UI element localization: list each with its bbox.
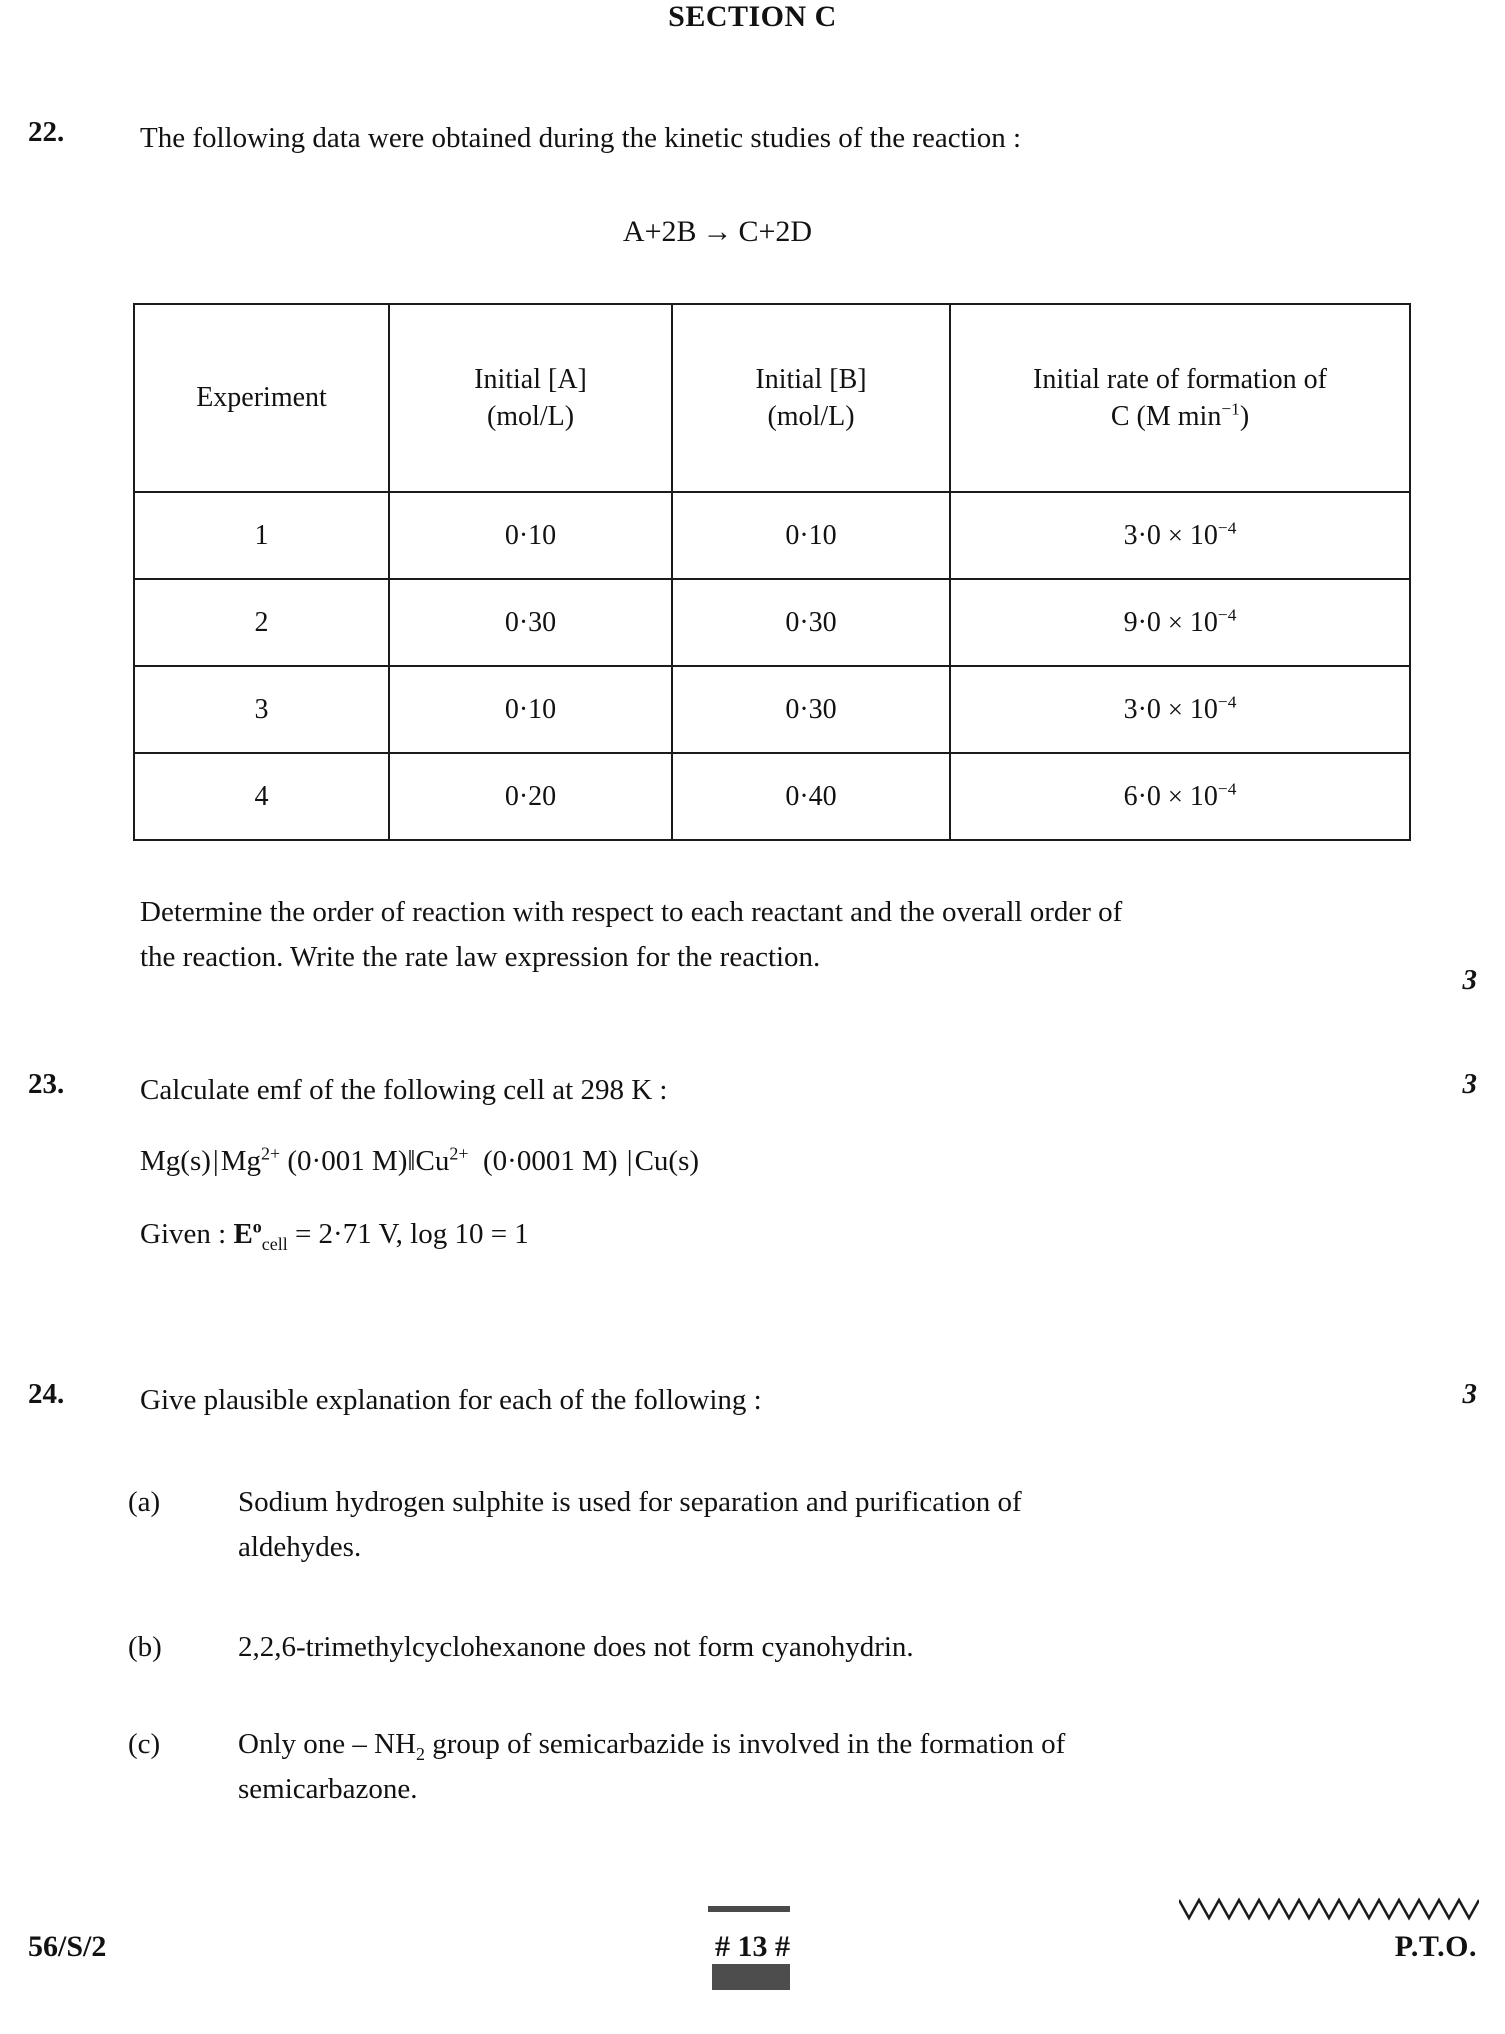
salt-bridge-icon: ‖ — [407, 1145, 416, 1177]
multiplication-icon: × — [1167, 606, 1183, 637]
cell-initial-a: 0·20 — [389, 753, 672, 840]
column-header-initial-a — [389, 304, 672, 492]
amine-subscript: 2 — [416, 1743, 425, 1764]
rate-exponent: −4 — [1217, 779, 1237, 799]
footer-page-marker: # 13 # — [715, 1930, 790, 1963]
rate-base: 10 — [1189, 519, 1218, 551]
cell-initial-b: 0·30 — [672, 579, 950, 666]
rate-base: 10 — [1189, 693, 1218, 725]
sub-item-b — [128, 1625, 1138, 1670]
page-marker-block — [712, 1964, 790, 1990]
cell-initial-rate — [950, 666, 1410, 753]
table-header-row — [134, 304, 1410, 492]
table-row — [134, 753, 1410, 840]
footer-pto: P.T.O. — [1394, 1930, 1477, 1963]
emf-standard-superscript: o — [252, 1216, 262, 1237]
rate-exponent: −4 — [1217, 518, 1237, 538]
multiplication-icon: × — [1167, 693, 1183, 724]
cell-anode-concentration: (0·001 M) — [287, 1145, 408, 1177]
rate-base: 10 — [1189, 780, 1218, 812]
given-value: = 2·71 V, log 10 = 1 — [287, 1218, 529, 1250]
cell-anode: Mg(s) — [140, 1145, 211, 1177]
given-values — [140, 1216, 1140, 1254]
cell-initial-a: 0·10 — [389, 492, 672, 579]
rate-unit-post: ) — [1239, 401, 1250, 432]
question-number-24: 24. — [28, 1378, 65, 1410]
cell-initial-b: 0·40 — [672, 753, 950, 840]
section-heading: SECTION C — [668, 0, 837, 33]
emf-symbol: E — [233, 1218, 253, 1250]
sub-item-b-label: (b) — [128, 1631, 162, 1663]
cell-initial-a: 0·30 — [389, 579, 672, 666]
column-header-initial-b-line1: Initial [B] — [755, 363, 867, 395]
sub-item-c-text-pre: Only one – NH — [238, 1728, 417, 1760]
column-header-initial-rate — [950, 304, 1410, 492]
cell-cathode-concentration: (0·0001 M) — [483, 1145, 618, 1177]
rate-base: 10 — [1189, 606, 1218, 638]
sub-item-a-label: (a) — [128, 1486, 161, 1518]
rate-mantissa: 9·0 — [1123, 606, 1161, 638]
cell-initial-b: 0·30 — [672, 666, 950, 753]
emf-cell-subscript: cell — [261, 1233, 288, 1254]
column-header-initial-a-line2: (mol/L) — [486, 401, 575, 432]
wave-decoration-icon — [1179, 1896, 1479, 1922]
cell-initial-rate — [950, 492, 1410, 579]
cell-experiment: 2 — [134, 579, 389, 666]
rate-exponent: −4 — [1217, 692, 1237, 712]
marks-question-24: 3 — [1462, 1378, 1477, 1410]
marks-question-23: 3 — [1462, 1068, 1477, 1100]
marks-question-22: 3 — [1462, 964, 1477, 996]
question-23-stem: Calculate emf of the following cell at 298 K : — [140, 1074, 668, 1106]
sub-item-c-text-post: group of semicarbazide is involved in the formation of semicarbazone. — [238, 1728, 1066, 1805]
sub-item-c-label: (c) — [128, 1728, 161, 1760]
column-header-initial-rate-line1: Initial rate of formation of — [1033, 363, 1327, 395]
cell-experiment: 3 — [134, 666, 389, 753]
table-row — [134, 579, 1410, 666]
rate-mantissa: 3·0 — [1123, 519, 1161, 551]
reaction-right: C+2D — [738, 215, 813, 248]
cell-initial-rate — [950, 579, 1410, 666]
rate-unit-pre: C (M min — [1110, 401, 1222, 432]
cell-initial-b: 0·10 — [672, 492, 950, 579]
cell-cathode: Cu(s) — [634, 1145, 700, 1177]
cell-cathode-ion: Cu — [415, 1145, 450, 1177]
phase-boundary-icon: | — [212, 1145, 219, 1177]
question-number-23: 23. — [28, 1068, 65, 1100]
cell-initial-a: 0·10 — [389, 666, 672, 753]
column-header-experiment-line1: Experiment — [196, 382, 327, 414]
sub-item-a-text: Sodium hydrogen sulphite is used for separation and purification of aldehydes. — [238, 1486, 1022, 1563]
cell-anode-charge: 2+ — [261, 1143, 281, 1164]
rate-mantissa: 6·0 — [1123, 780, 1161, 812]
reaction-arrow-icon: → — [702, 215, 733, 248]
rate-unit-exponent: −1 — [1221, 399, 1240, 419]
column-header-initial-b-line2: (mol/L) — [767, 401, 855, 432]
column-header-initial-a-line1: Initial [A] — [474, 363, 587, 395]
question-24-stem: Give plausible explanation for each of the following : — [140, 1384, 762, 1416]
given-prefix: Given : — [140, 1218, 234, 1250]
question-22-stem: The following data were obtained during the kinetic studies of the reaction : — [140, 122, 1022, 154]
question-22-tail: Determine the order of reaction with respect to each reactant and the overall order of the reaction. Write the rate law expression for the reaction. — [140, 896, 1123, 973]
column-header-initial-rate-line2 — [951, 398, 1409, 435]
column-header-experiment — [134, 304, 389, 492]
question-number-22: 22. — [28, 116, 65, 148]
sub-item-c-text — [238, 1722, 1138, 1812]
rate-exponent: −4 — [1217, 605, 1237, 625]
footer-paper-code: 56/S/2 — [28, 1930, 107, 1963]
rate-mantissa: 3·0 — [1123, 693, 1161, 725]
table-row — [134, 666, 1410, 753]
cell-experiment: 1 — [134, 492, 389, 579]
sub-item-a — [128, 1480, 1138, 1570]
cell-cathode-charge: 2+ — [449, 1143, 469, 1164]
page-marker-top-rule — [708, 1906, 790, 1912]
phase-boundary-icon: | — [626, 1145, 633, 1177]
multiplication-icon: × — [1167, 519, 1183, 550]
multiplication-icon: × — [1167, 780, 1183, 811]
cell-anode-ion: Mg — [220, 1145, 261, 1177]
column-header-initial-b — [672, 304, 950, 492]
reaction-equation — [0, 215, 1435, 249]
kinetics-data-table-wrapper — [133, 303, 1409, 841]
table-row — [134, 492, 1410, 579]
cell-initial-rate — [950, 753, 1410, 840]
kinetics-data-table — [133, 303, 1411, 841]
cell-notation — [140, 1145, 1140, 1178]
reaction-left: A+2B — [622, 215, 697, 248]
sub-item-b-text: 2,2,6-trimethylcyclohexanone does not form cyanohydrin. — [238, 1631, 914, 1663]
sub-item-c — [128, 1722, 1138, 1812]
cell-experiment: 4 — [134, 753, 389, 840]
